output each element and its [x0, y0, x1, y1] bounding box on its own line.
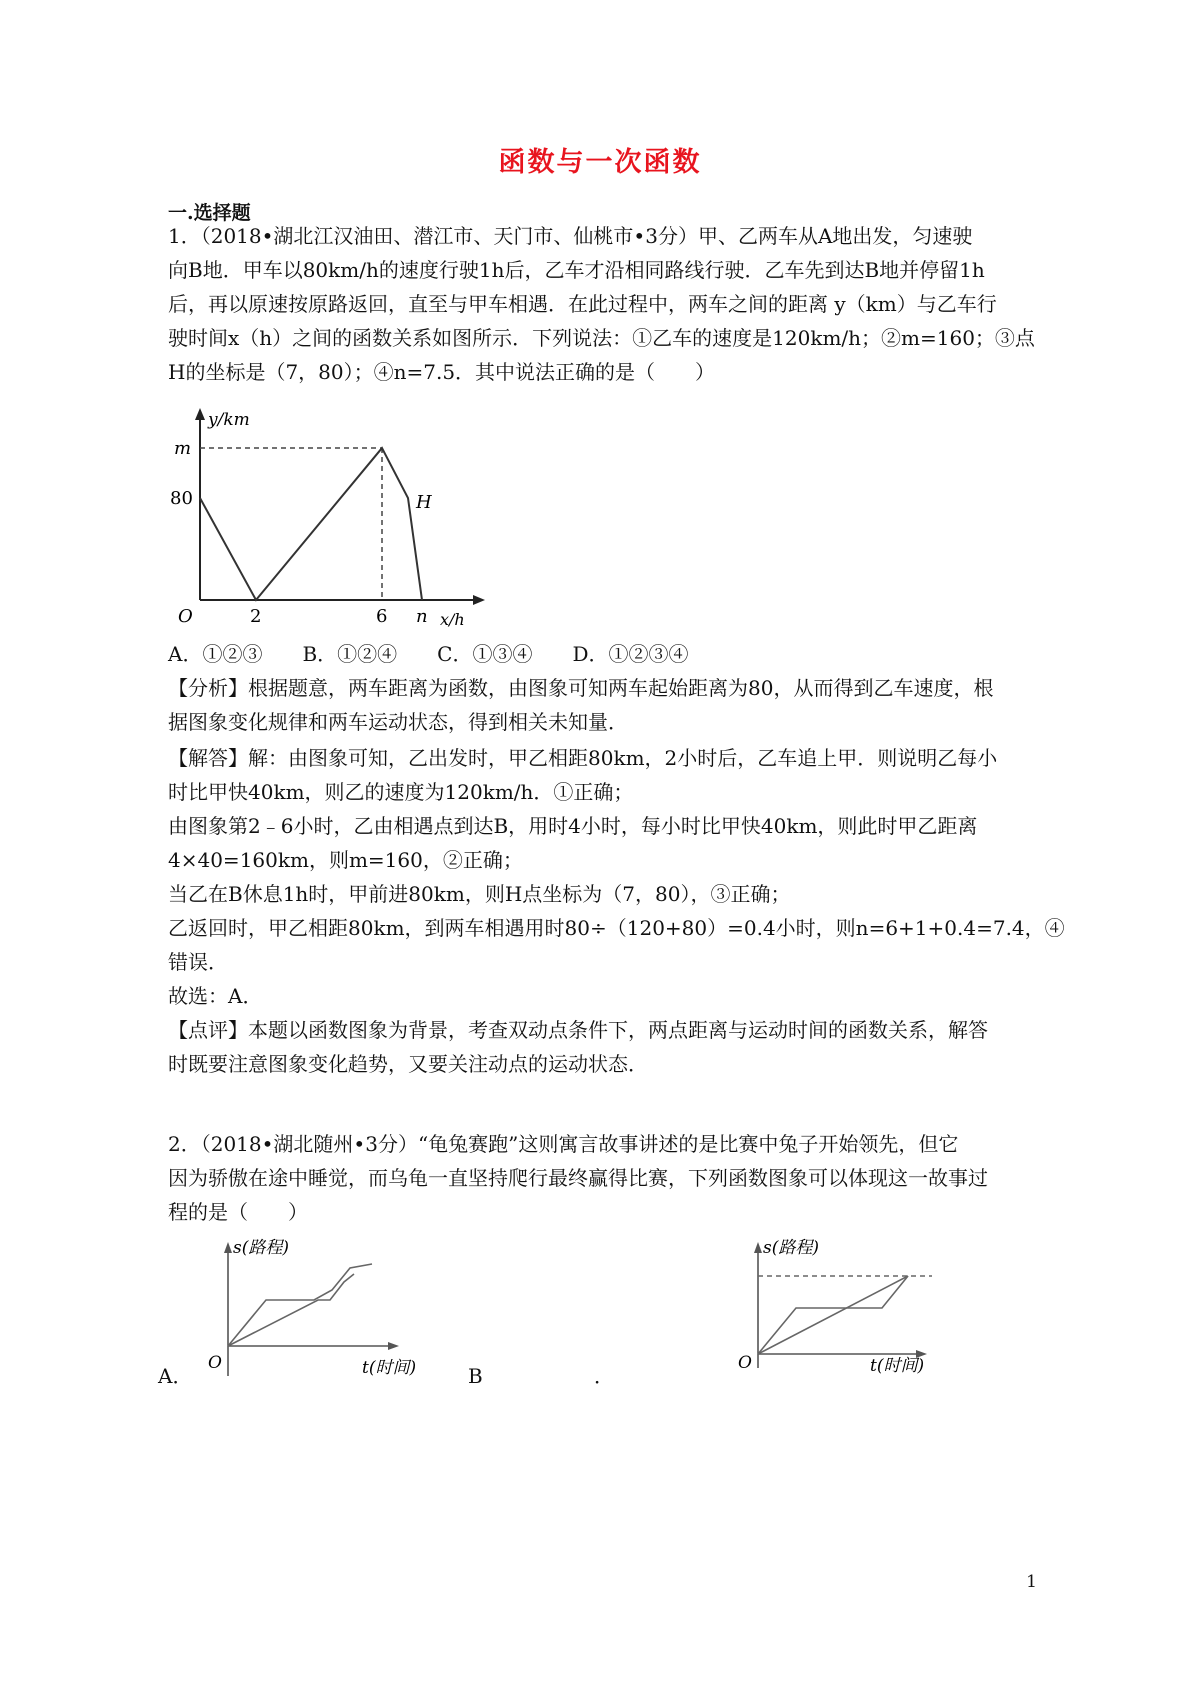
q1-solution-4: 4×40=160km，则m=160，②正确；	[168, 848, 523, 872]
q1-line-2: 向B地．甲车以80km/h的速度行驶1h后，乙车才沿相同路线行驶．乙车先到达B地并停留1h	[168, 258, 985, 282]
q2a-y-label: s(路程)	[233, 1238, 289, 1258]
q1-h-label: H	[416, 492, 432, 513]
q2-line-2: 因为骄傲在途中睡觉，而乌龟一直坚持爬行最终赢得比赛，下列函数图象可以体现这一故事过	[168, 1166, 988, 1190]
q1-y-axis-label: y/km	[208, 410, 250, 430]
q1-line-3: 后，再以原速按原路返回，直至与甲车相遇．在此过程中，两车之间的距离 y（km）与乙车行	[168, 292, 997, 316]
q1-line-1: 1．（2018•湖北江汉油田、潜江市、天门市、仙桃市•3分）甲、乙两车从A地出发，匀速驶	[168, 224, 973, 248]
q1-solution-8: 故选：A．	[168, 984, 263, 1008]
q2-line-1: 2．（2018•湖北随州•3分）“龟兔赛跑”这则寓言故事讲述的是比赛中兔子开始领先，但它	[168, 1132, 959, 1156]
q1-origin-label: O	[178, 606, 193, 627]
q1-solution-2: 时比甲快40km，则乙的速度为120km/h．①正确；	[168, 780, 634, 804]
q1-distance-graph	[160, 400, 500, 630]
q2-option-b-dot: ．	[594, 1364, 614, 1388]
q1-n-label: n	[416, 606, 428, 627]
q2b-x-label: t(时间)	[870, 1356, 925, 1376]
q1-solution-7: 错误．	[168, 950, 228, 974]
q2a-x-label: t(时间)	[362, 1358, 417, 1378]
q2b-y-label: s(路程)	[763, 1238, 819, 1258]
q2b-origin-label: O	[738, 1353, 752, 1373]
q1-analysis-2: 据图象变化规律和两车运动状态，得到相关未知量．	[168, 710, 628, 734]
q1-x-axis-label: x/h	[440, 610, 465, 629]
q2-option-a-label: A．	[158, 1364, 193, 1388]
q1-comment-1: 【点评】本题以函数图象为背景，考查双动点条件下，两点距离与运动时间的函数关系，解答	[168, 1018, 988, 1042]
q2-line-3: 程的是（ ）	[168, 1200, 308, 1224]
q1-comment-2: 时既要注意图象变化趋势，又要关注动点的运动状态．	[168, 1052, 648, 1076]
page-number: 1	[1026, 1572, 1037, 1592]
q1-x2-label: 2	[250, 606, 262, 627]
page-title: 函数与一次函数	[498, 147, 702, 178]
q1-analysis-1: 【分析】根据题意，两车距离为函数，由图象可知两车起始距离为80，从而得到乙车速度，根	[168, 676, 994, 700]
q1-solution-3: 由图象第2﹣6小时，乙由相遇点到达B，用时4小时，每小时比甲快40km，则此时甲乙距离	[168, 814, 978, 838]
q2-option-b-label: B	[468, 1364, 483, 1388]
q1-m-label: m	[174, 438, 192, 459]
q1-line-5: H的坐标是（7，80）；④n=7.5．其中说法正确的是（ ）	[168, 360, 716, 384]
q1-80-label: 80	[170, 488, 193, 509]
q1-options: A．①②③ B．①②④ C．①③④ D．①②③④	[168, 642, 689, 666]
q1-solution-6: 乙返回时，甲乙相距80km，到两车相遇用时80÷（120+80）=0.4小时，则n=6+1+0.4=7.4，④	[168, 916, 1065, 940]
q2-graph-b	[732, 1236, 962, 1396]
q1-x6-label: 6	[376, 606, 388, 627]
q1-solution-5: 当乙在B休息1h时，甲前进80km，则H点坐标为（7，80），③正确；	[168, 882, 791, 906]
q1-line-4: 驶时间x（h）之间的函数关系如图所示．下列说法：①乙车的速度是120km/h；②m=160；③点	[168, 326, 1035, 350]
q2a-origin-label: O	[208, 1353, 222, 1373]
q2-graph-a	[200, 1238, 450, 1398]
q1-solution-1: 【解答】解：由图象可知，乙出发时，甲乙相距80km，2小时后，乙车追上甲．则说明乙每小	[168, 746, 998, 770]
section-heading: 一.选择题	[168, 202, 251, 224]
